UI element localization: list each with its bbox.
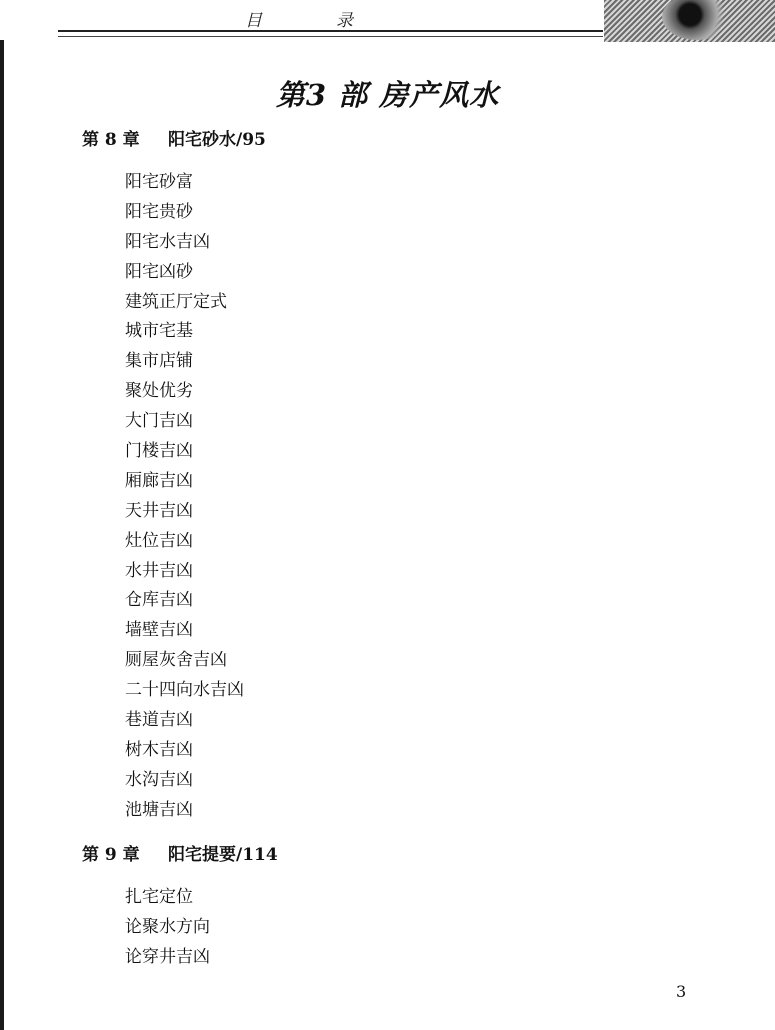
- chapter-title: 阳宅砂水/95: [168, 130, 266, 150]
- toc-entry: 厢廊吉凶: [125, 470, 193, 491]
- toc-entry: 城市宅基: [125, 321, 193, 342]
- toc-entry: 阳宅凶砂: [125, 261, 193, 282]
- part-title: 第3 部 房产风水: [275, 78, 500, 112]
- toc-entry: 阳宅贵砂: [125, 201, 193, 222]
- chapter-entry-list: [125, 168, 244, 826]
- chapter-entry-list: [125, 883, 210, 973]
- chapter-title: 阳宅提要/114: [168, 845, 278, 865]
- running-header: [0, 0, 775, 48]
- toc-entry: 墙壁吉凶: [125, 620, 193, 641]
- toc-entry: 天井吉凶: [125, 500, 193, 521]
- toc-entry: 灶位吉凶: [125, 530, 193, 551]
- toc-entry: 门楼吉凶: [125, 441, 193, 462]
- toc-entry: 聚处优劣: [125, 381, 193, 402]
- toc-entry: 建筑正厅定式: [125, 291, 227, 312]
- toc-entry: 集市店铺: [125, 351, 193, 372]
- chapter-number: 第 9 章: [82, 845, 140, 865]
- chapter-number: 第 8 章: [82, 130, 140, 150]
- toc-entry: 阳宅水吉凶: [125, 231, 210, 252]
- toc-entry: 仓库吉凶: [125, 590, 193, 611]
- chapter-heading: [82, 125, 266, 150]
- running-header-title: [0, 6, 600, 31]
- toc-entry: 论聚水方向: [125, 916, 210, 937]
- toc-entry: 树木吉凶: [125, 739, 193, 760]
- toc-entry: 二十四向水吉凶: [125, 680, 244, 701]
- scan-left-edge: [0, 40, 4, 1030]
- header-rule-thick: [58, 30, 603, 32]
- page-number: 3: [676, 982, 687, 1001]
- header-char-right: 录: [336, 11, 355, 31]
- toc-entry: 水井吉凶: [125, 560, 193, 581]
- toc-entry: 厕屋灰舍吉凶: [125, 650, 227, 671]
- toc-entry: 池塘吉凶: [125, 799, 193, 820]
- toc-entry: 水沟吉凶: [125, 769, 193, 790]
- toc-entry: 巷道吉凶: [125, 710, 193, 731]
- toc-entry: 大门吉凶: [125, 411, 193, 432]
- header-rule-thin: [58, 36, 603, 37]
- header-ornament-image: [604, 0, 775, 42]
- toc-entry: 论穿井吉凶: [125, 946, 210, 967]
- chapter-heading: [82, 840, 278, 865]
- toc-entry: 阳宅砂富: [125, 172, 193, 192]
- toc-entry: 扎宅定位: [125, 887, 193, 907]
- header-char-left: 目: [245, 11, 264, 31]
